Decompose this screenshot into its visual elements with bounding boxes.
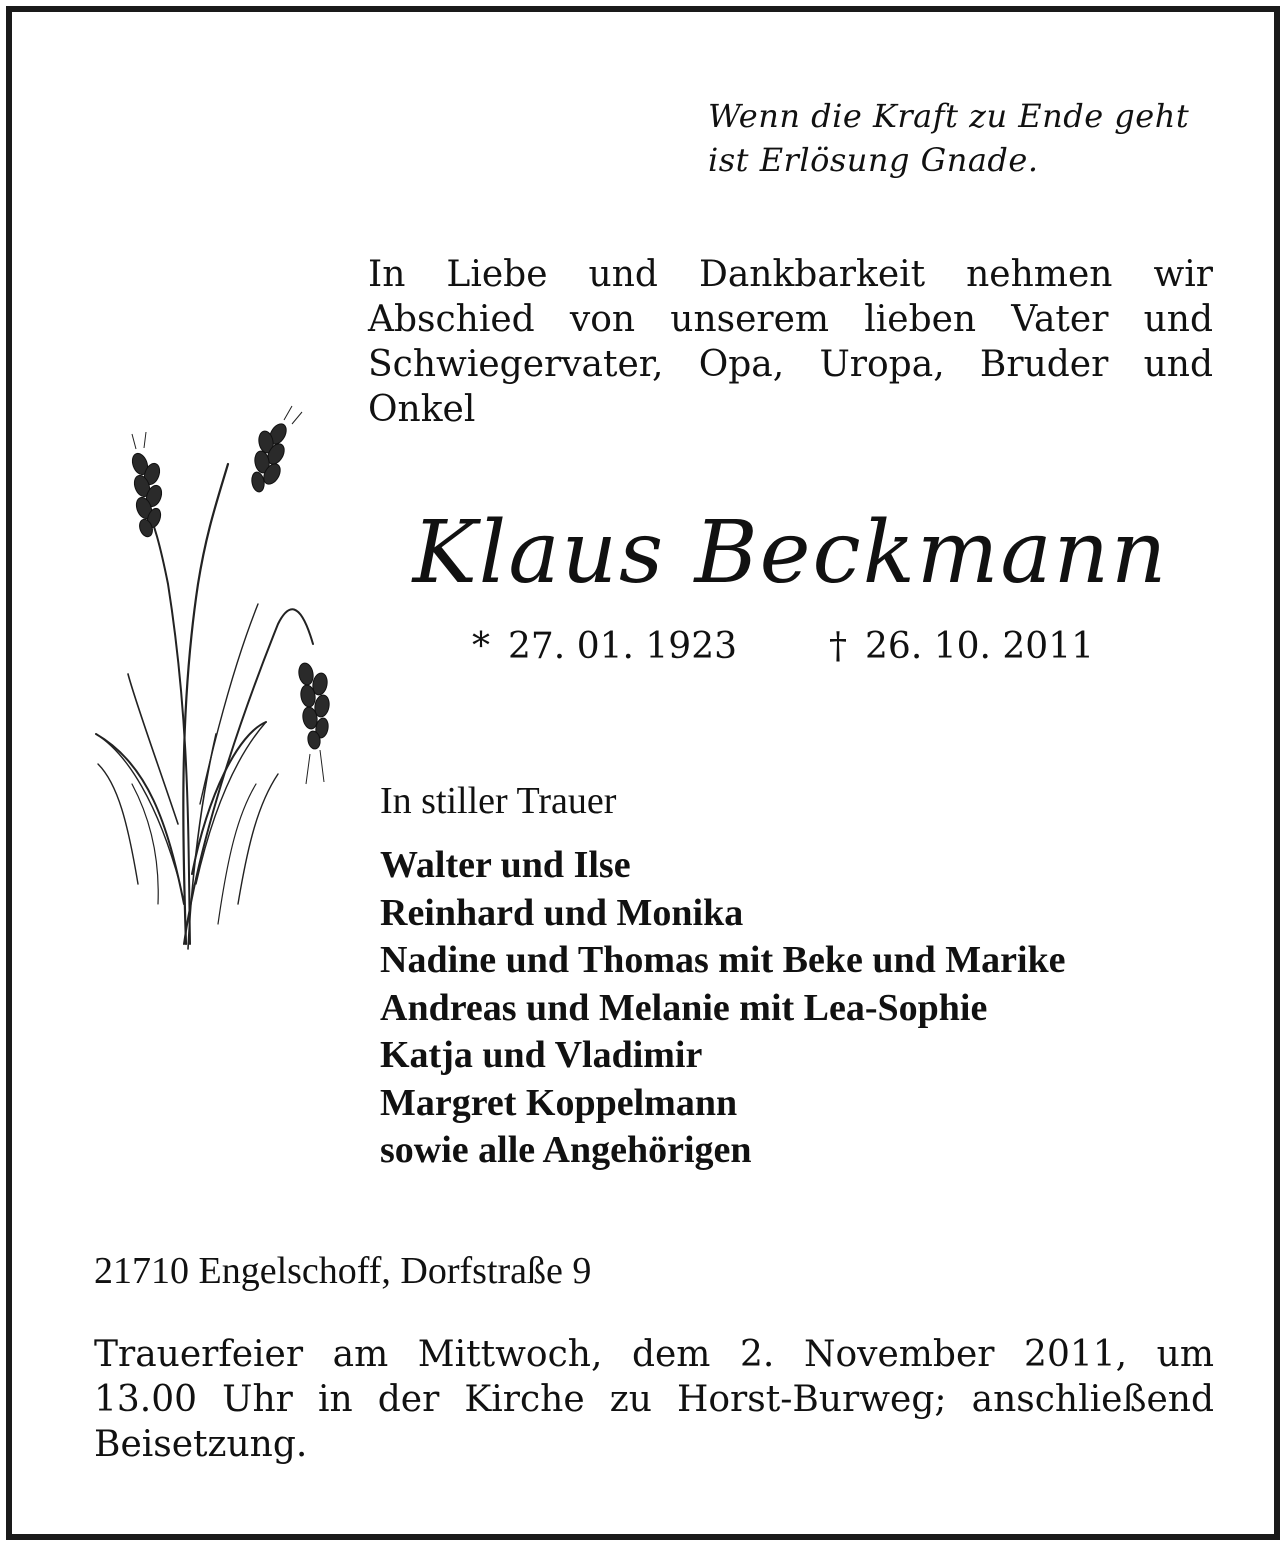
service-line: Trauerfeier am Mittwoch, dem 2. November 2011, um bbox=[94, 1334, 1214, 1375]
address: 21710 Engelschoff, Dorfstraße 9 bbox=[94, 1250, 592, 1292]
intro-line: Onkel bbox=[368, 389, 476, 430]
service-info bbox=[94, 1332, 1214, 1467]
family-list bbox=[380, 842, 1066, 1175]
service-line: 13.00 Uhr in der Kirche zu Horst-Burweg; anschließend bbox=[94, 1379, 1214, 1420]
motto-quote bbox=[708, 94, 1228, 182]
family-entry: Margret Koppelmann bbox=[380, 1081, 738, 1124]
life-dates bbox=[472, 622, 1172, 672]
family-entry: Katja und Vladimir bbox=[380, 1034, 703, 1076]
death-symbol: † bbox=[829, 626, 848, 667]
mourning-heading: In stiller Trauer bbox=[380, 780, 617, 822]
deceased-name: Klaus Beckmann bbox=[412, 503, 1169, 603]
family-entry: Andreas und Melanie mit Lea-Sophie bbox=[380, 986, 988, 1029]
family-entry: Reinhard und Monika bbox=[380, 891, 744, 934]
family-entry: Nadine und Thomas mit Beke und Marike bbox=[380, 939, 1066, 981]
intro-text bbox=[368, 252, 1213, 432]
obituary-card bbox=[6, 6, 1280, 1540]
birth-symbol: * bbox=[472, 626, 490, 667]
intro-line: In Liebe und Dankbarkeit nehmen wir bbox=[368, 254, 1213, 295]
motto-line: ist Erlösung Gnade. bbox=[708, 141, 1039, 179]
service-line: Beisetzung. bbox=[94, 1424, 308, 1465]
intro-line: Schwiegervater, Opa, Uropa, Bruder und bbox=[368, 344, 1213, 385]
birth-date: 27. 01. 1923 bbox=[508, 626, 738, 667]
wheat-icon bbox=[88, 404, 348, 954]
family-entry: Walter und Ilse bbox=[380, 844, 631, 886]
family-entry: sowie alle Angehörigen bbox=[380, 1129, 752, 1171]
death-date: 26. 10. 2011 bbox=[865, 626, 1095, 667]
intro-line: Abschied von unserem lieben Vater und bbox=[368, 299, 1213, 340]
motto-line: Wenn die Kraft zu Ende geht bbox=[708, 97, 1190, 135]
